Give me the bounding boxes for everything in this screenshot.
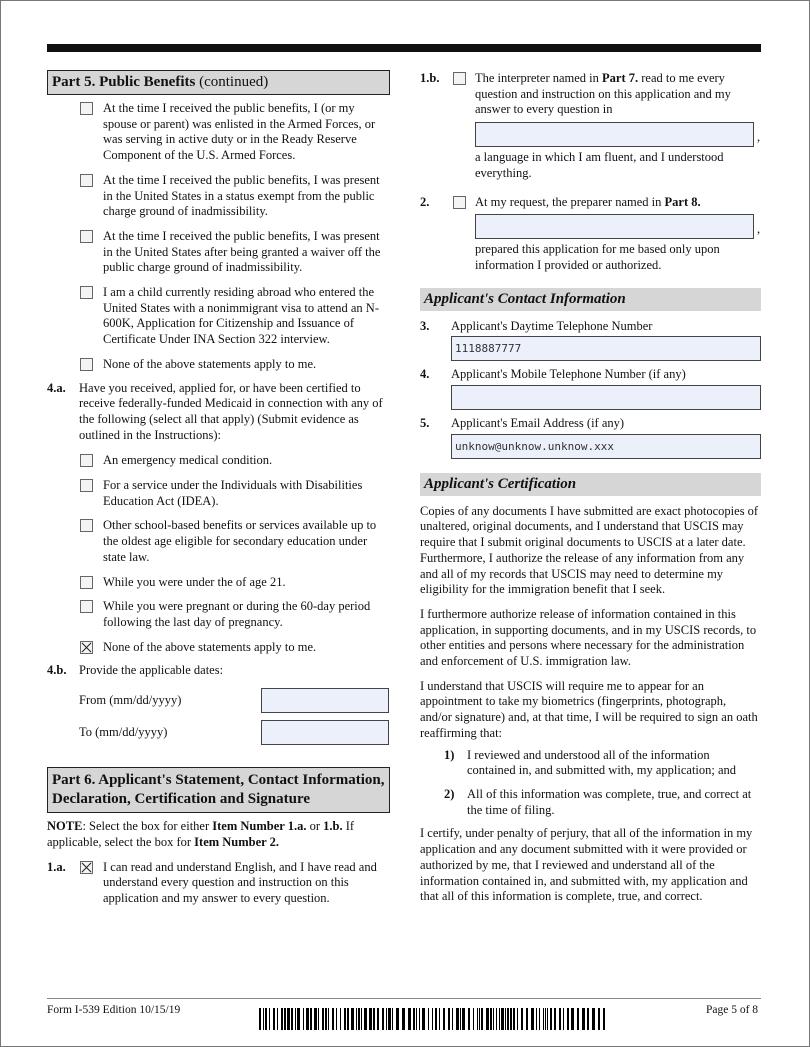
- checkbox[interactable]: [80, 519, 93, 532]
- note-label: NOTE: [47, 819, 83, 834]
- language-input[interactable]: [475, 122, 754, 147]
- item-1b[interactable]: [420, 71, 761, 118]
- item-4a-text: Have you received, applied for, or have been certified to receive federally-funded Medicaid in connection with any of the following (select all that apply) (Submit evidence as outlined in the Instructions):: [79, 380, 383, 442]
- item-1b-after: [420, 150, 761, 181]
- checkbox-checked[interactable]: [80, 641, 93, 654]
- comma: ,: [757, 130, 761, 145]
- option-text: None of the above statements apply to me.: [103, 356, 317, 371]
- item-number: 1.b.: [420, 71, 440, 85]
- part6-header: [47, 767, 390, 813]
- footer-rule: [47, 998, 761, 999]
- top-rule: [47, 44, 761, 52]
- part5-title: Part 5. Public Benefits: [52, 74, 196, 90]
- item-number: 4.b.: [47, 663, 67, 678]
- option-text: While you were under the of age 21.: [103, 574, 286, 589]
- comma: ,: [757, 222, 761, 237]
- option-none-a[interactable]: [47, 357, 390, 373]
- daytime-phone-input[interactable]: 1118887777: [451, 336, 761, 361]
- part5-options-b: [47, 453, 390, 655]
- option-text: For a service under the Individuals with Disabilities Education Act (IDEA).: [103, 478, 363, 508]
- phone-label: Applicant's Daytime Telephone Number: [451, 318, 653, 333]
- item-number: 2.: [420, 194, 430, 209]
- item-number: 5.: [420, 416, 430, 431]
- checkbox[interactable]: [453, 72, 466, 85]
- option-text: None of the above statements apply to me.: [103, 639, 317, 654]
- item-3: [420, 319, 761, 362]
- item-number: 4.a.: [47, 380, 66, 395]
- checkbox[interactable]: [80, 358, 93, 371]
- email-label: Applicant's Email Address (if any): [451, 416, 625, 431]
- checkbox[interactable]: [80, 286, 93, 299]
- option-none-b[interactable]: [47, 640, 390, 656]
- note-text-2: If applicable, select the box for: [47, 819, 355, 849]
- oath-text: I reviewed and understood all of the information contained in, and submitted with, my application; and: [467, 747, 737, 778]
- from-date-input[interactable]: [261, 688, 389, 713]
- item-5: [420, 416, 761, 459]
- option-text: While you were pregnant or during the 60-day period following the last day of pregnancy.: [103, 599, 371, 629]
- cert-paragraph-2: I furthermore authorize release of information contained in this application, in supporting documents, and in my USCIS records, to other entities and persons where necessary for the administration and enforcement of U.S. immigration law.: [420, 606, 757, 669]
- language-row: [475, 122, 761, 147]
- option-under-21[interactable]: [47, 575, 390, 591]
- to-date-row: [47, 720, 390, 744]
- item-2-text-1: At my request, the preparer named in: [475, 194, 665, 209]
- page-number: Page 5 of 8: [706, 1004, 759, 1016]
- part6-title: Part 6. Applicant's Statement, Contact Information, Declaration, Certification and Signature: [52, 772, 385, 808]
- cert-paragraph-1: Copies of any documents I have submitted are exact photocopies of unaltered, original documents, and I understand that USCIS may require that I submit original documents to USCIS at a later date. Furthermore, I authorize the release of any information from any and all of my records that USCIS may need to determine my eligibility for the immigration benefit that I seek.: [420, 503, 759, 597]
- option-text: I am a child currently residing abroad who entered the United States with a nonimmigrant visa to attend an N-600K, Application for Citizenship and Issuance of Certificate Under INA Section 322 interview.: [103, 285, 379, 347]
- certification-body: [420, 504, 761, 905]
- barcode-icon: [259, 1008, 606, 1030]
- item-1b-text-2: read to me every question and instruction on this application and my answer to every question in: [475, 71, 731, 117]
- item-4: [420, 367, 761, 410]
- item-2-after: [420, 242, 761, 273]
- option-waiver[interactable]: [47, 229, 390, 276]
- left-column: [47, 70, 390, 907]
- checkbox[interactable]: [80, 576, 93, 589]
- checkbox[interactable]: [80, 174, 93, 187]
- to-date-label: To (mm/dd/yyyy): [79, 725, 168, 740]
- oath-item-2: [420, 787, 761, 818]
- option-idea[interactable]: [47, 478, 390, 509]
- item-2[interactable]: [420, 195, 761, 211]
- option-child-abroad[interactable]: [47, 285, 390, 348]
- checkbox[interactable]: [80, 600, 93, 613]
- option-text: An emergency medical condition.: [103, 453, 273, 468]
- mobile-label: Applicant's Mobile Telephone Number (if any): [451, 367, 686, 382]
- checkbox[interactable]: [80, 102, 93, 115]
- from-date-row: [47, 688, 390, 712]
- part5-title-continued: (continued): [195, 74, 269, 90]
- contact-info-header: Applicant's Contact Information: [420, 288, 761, 311]
- form-edition: Form I-539 Edition 10/15/19: [47, 1004, 181, 1016]
- item-number: 1.a.: [47, 859, 66, 874]
- item-4b: [47, 663, 390, 679]
- cert-paragraph-4: I certify, under penalty of perjury, that all of the information in my application and any document submitted with it were provided or authorized by me, that I reviewed and understand all of the information contained in, and submitted with, my application and that all of this information is complete, true, and correct.: [420, 826, 753, 904]
- option-armed-forces[interactable]: [47, 101, 390, 164]
- item-2-part8: Part 8.: [664, 194, 701, 209]
- option-text: At the time I received the public benefits, I was present in the United States in a status exempt from the public charge ground of inadmissibility.: [103, 172, 380, 219]
- option-school-based[interactable]: [47, 518, 390, 565]
- from-date-label: From (mm/dd/yyyy): [79, 693, 182, 708]
- cert-paragraph-3: I understand that USCIS will require me to appear for an appointment to take my biometrics (fingerprints, photograph, and/or signature) and, at that time, I will be required to sign an oath reaffirming that:: [420, 678, 758, 740]
- part6-note: [47, 819, 390, 850]
- note-item-1b: 1.b.: [323, 819, 343, 834]
- mobile-phone-input[interactable]: [451, 385, 761, 410]
- oath-item-1: [420, 748, 761, 779]
- checkbox[interactable]: [80, 479, 93, 492]
- checkbox[interactable]: [80, 454, 93, 467]
- oath-number: 1): [444, 747, 455, 762]
- option-pregnant[interactable]: [47, 599, 390, 630]
- option-text: Other school-based benefits or services available up to the oldest age eligible for secondary education under state law.: [103, 518, 377, 564]
- item-1b-part7: Part 7.: [602, 71, 639, 85]
- item-1b-after-text: a language in which I am fluent, and I understood everything.: [475, 150, 724, 180]
- oath-number: 2): [444, 786, 455, 801]
- checkbox[interactable]: [80, 230, 93, 243]
- option-text: At the time I received the public benefits, I (or my spouse or parent) was enlisted in the Armed Forces, or was serving in active duty or in the Ready Reserve Component of the U.S. Armed Forces.: [103, 101, 376, 163]
- oath-text: All of this information was complete, true, and correct at the time of filing.: [467, 786, 752, 817]
- right-column: [420, 71, 761, 914]
- item-2-after-text: prepared this application for me based only upon information I provided or authorized.: [475, 242, 720, 272]
- note-or: or: [306, 819, 324, 834]
- item-number: 4.: [420, 367, 430, 382]
- option-text: At the time I received the public benefits, I was present in the United States after being granted a waiver off the public charge ground of inadmissibility.: [103, 228, 381, 275]
- note-item-2: Item Number 2.: [194, 834, 279, 849]
- preparer-input[interactable]: [475, 214, 754, 239]
- note-text-1: : Select the box for either: [82, 819, 213, 834]
- item-1a[interactable]: [47, 860, 390, 907]
- checkbox-checked[interactable]: [80, 861, 93, 874]
- certification-header: Applicant's Certification: [420, 473, 761, 496]
- part5-header: [47, 70, 390, 95]
- item-4b-text: Provide the applicable dates:: [79, 663, 224, 678]
- item-1a-text: I can read and understand English, and I have read and understand every question and instruction on this application and my answer to every question.: [103, 859, 377, 905]
- checkbox[interactable]: [453, 196, 466, 209]
- option-status-exempt[interactable]: [47, 173, 390, 220]
- item-4a: [47, 381, 390, 444]
- email-input[interactable]: unknow@unknow.unknow.xxx: [451, 434, 761, 459]
- item-1b-text-1: The interpreter named in: [475, 71, 603, 85]
- preparer-row: [475, 214, 761, 239]
- item-number: 3.: [420, 318, 430, 333]
- note-item-1a: Item Number 1.a.: [212, 819, 307, 834]
- to-date-input[interactable]: [261, 720, 389, 745]
- part5-options-a: [47, 101, 390, 373]
- option-emergency[interactable]: [47, 453, 390, 469]
